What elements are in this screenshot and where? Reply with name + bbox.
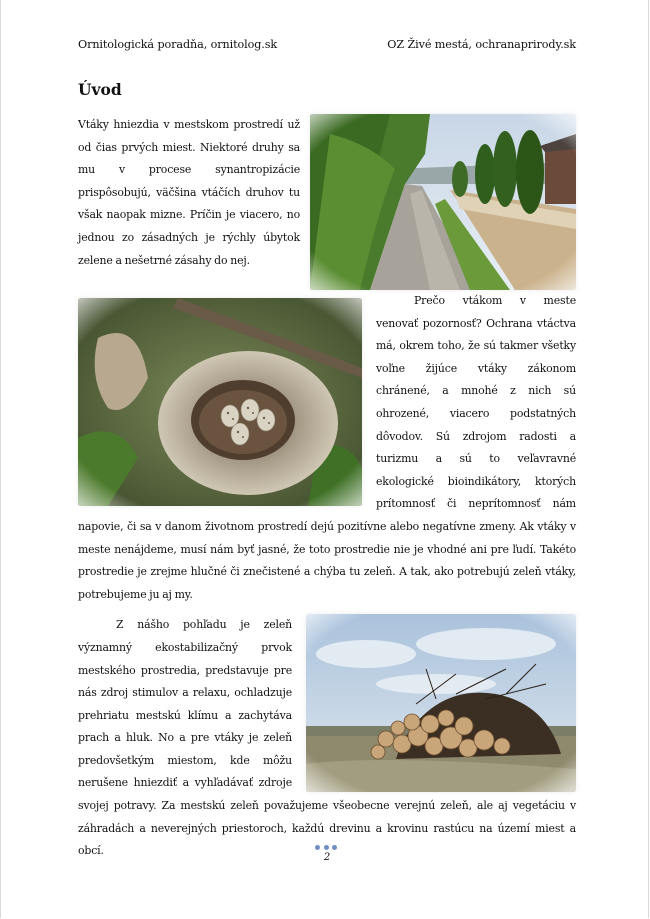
header-left: Ornitologická poradňa, ornitolog.sk bbox=[78, 38, 278, 51]
paragraph-2: Prečo vtákom v meste venovať pozornosť? Ochrana vtáctva má, okrem toho, že sú takmer všetky voľne žijúce vtáky zákonom chránené, a mnohé z nich sú ohrozené, viacero podstatných dôvodov. Sú zdrojom radosti a turizmu a sú to veľavravné ekologické bioindikátory, ktorých prítomnosť či neprítomnosť nám napovie, či sa v danom životnom prostredí dejú pozitívne alebo negatívne zmeny. Ak vtáky v meste nenájdeme, musí nám byť jasné, že toto prostredie nie je vhodné ani pre ľudí. Takéto prostredie je zrejme hlučné či znečistené a chýba tu zeleň. A tak, ako potrebujú zeleň vtáky, potrebujeme ju aj my. bbox=[78, 294, 576, 601]
footer-dot bbox=[315, 845, 320, 850]
nest-photo bbox=[78, 298, 362, 506]
section-title: Úvod bbox=[78, 80, 122, 99]
document-body bbox=[78, 114, 576, 863]
street-photo bbox=[310, 114, 576, 290]
paragraph-3: Z nášho pohľadu je zeleň významný ekostabilizačný prvok mestského prostredia, predstavuje pre nás zdroj stimulov a relaxu, ochladzuje prehriatu mestskú klímu a zachytáva prach a hluk. No a pre vtáky je zeleň predovšetkým miestom, kde môžu nerušene hniezdiť a vyhľadávať zdroje svojej potravy. Za mestskú zeleň považujeme všeobecne verejnú zeleň, ale aj vegetáciu v záhradách a neverejných priestoroch, každú drevinu a krovinu rastúcu na území miest a obcí. bbox=[78, 618, 576, 858]
page-header bbox=[78, 38, 576, 51]
page-number: 2 bbox=[323, 852, 331, 863]
footer-dot bbox=[332, 845, 337, 850]
header-right: OZ Živé mestá, ochranaprirody.sk bbox=[387, 38, 576, 51]
footer-ornament bbox=[315, 845, 337, 850]
footer-dot bbox=[324, 845, 329, 850]
woodpile-photo bbox=[306, 614, 576, 792]
paragraph-1: Vtáky hniezdia v mestskom prostredí už od čias prvých miest. Niektoré druhy sa mu v procese synantropizácie prispôsobujú, väčšina vtáčích druhov tu však naopak mizne. Príčin je viacero, no jednou zo zásadných je rýchly úbytok zelene a nešetrné zásahy do nej. bbox=[78, 118, 300, 267]
